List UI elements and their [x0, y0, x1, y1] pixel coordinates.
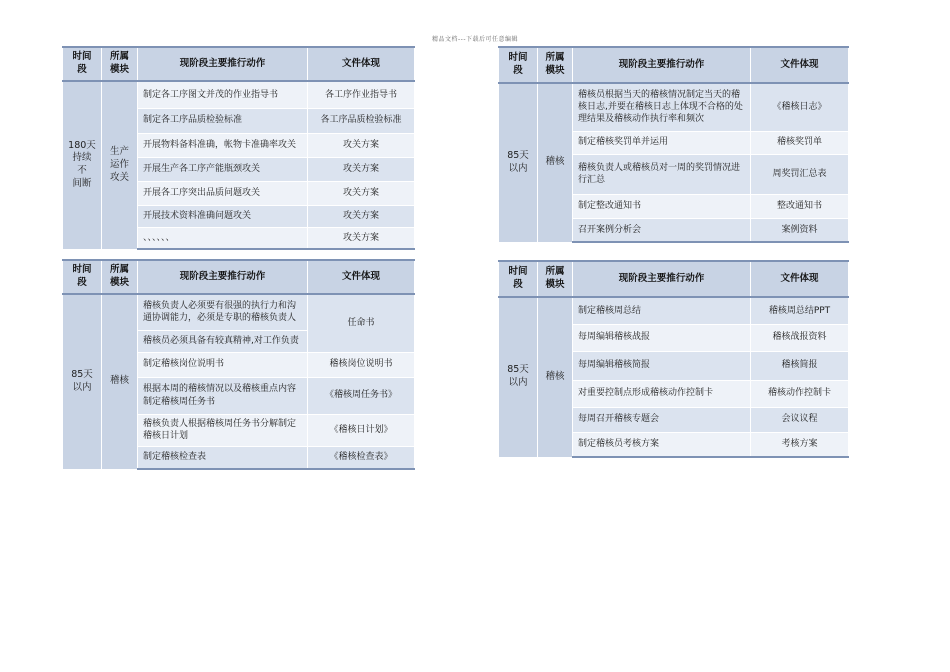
doc-cell: 各工序品质检验标准: [308, 108, 415, 133]
action-cell: 开展物料备料准确，帐物卡准确率攻关: [138, 133, 308, 157]
action-cell: 制定各工序品质检验标准: [138, 108, 308, 133]
action-cell: 制定稽核员考核方案: [573, 432, 751, 457]
plan-table-top-right: [498, 46, 849, 243]
doc-cell: 整改通知书: [751, 194, 849, 218]
doc-cell: 任命书: [308, 294, 415, 352]
header-doc: 文件体现: [308, 47, 415, 81]
doc-cell: 稽核奖罚单: [751, 131, 849, 154]
action-cell: 制定稽核奖罚单并运用: [573, 131, 751, 154]
doc-cell: 稽核岗位说明书: [308, 352, 415, 377]
header-action: 现阶段主要推行动作: [138, 47, 308, 81]
doc-cell: 《稽核周任务书》: [308, 377, 415, 414]
doc-cell: 攻关方案: [308, 157, 415, 181]
header-period: 时间段: [499, 47, 538, 83]
action-cell: 制定整改通知书: [573, 194, 751, 218]
doc-cell: 稽核周总结PPT: [751, 297, 849, 324]
action-cell: 稽核负责人或稽核员对一周的奖罚情况进行汇总: [573, 154, 751, 194]
action-cell: 开展生产各工序产能瓶颈攻关: [138, 157, 308, 181]
header-doc: 文件体现: [308, 260, 415, 294]
doc-cell: 稽核动作控制卡: [751, 380, 849, 407]
plan-table-bottom-left: [62, 259, 415, 470]
header-module: 所属 模块: [102, 260, 138, 294]
action-cell: 稽核员根据当天的稽核情况制定当天的稽核日志,并要在稽核日志上体现不合格的处理结果及稽核动作执行率和频次: [573, 83, 751, 131]
action-cell: 稽核负责人根据稽核周任务书分解制定稽核日计划: [138, 414, 308, 446]
header-action: 现阶段主要推行动作: [138, 260, 308, 294]
watermark: 精品文档---下载后可任意编辑: [432, 36, 518, 43]
doc-cell: 案例资料: [751, 218, 849, 242]
action-cell: 对重要控制点形成稽核动作控制卡: [573, 380, 751, 407]
header-module: 所属 模块: [538, 47, 573, 83]
plan-table-top-left: [62, 46, 415, 250]
period-cell: 180天 持续不 间断: [63, 81, 102, 249]
action-cell: 根据本周的稽核情况以及稽核重点内容制定稽核周任务书: [138, 377, 308, 414]
module-cell: 稽核: [538, 83, 573, 242]
doc-cell: 各工序作业指导书: [308, 81, 415, 108]
header-period: 时间段: [63, 260, 102, 294]
table-row: [63, 81, 415, 108]
doc-cell: 《稽核日计划》: [308, 414, 415, 446]
header-period: 时间段: [499, 261, 538, 297]
doc-cell: 会议议程: [751, 407, 849, 432]
doc-cell: 稽核战报资料: [751, 324, 849, 351]
module-cell: 稽核: [538, 297, 573, 457]
table-row: [63, 294, 415, 330]
period-cell: 85天 以内: [499, 297, 538, 457]
action-cell: 每周编辑稽核简报: [573, 351, 751, 380]
action-cell: 制定稽核检查表: [138, 446, 308, 469]
action-cell: 每周编辑稽核战报: [573, 324, 751, 351]
doc-cell: 攻关方案: [308, 205, 415, 227]
period-cell: 85天 以内: [63, 294, 102, 469]
header-module: 所属 模块: [538, 261, 573, 297]
action-cell: 稽核负责人必须要有很强的执行力和沟通协调能力，必须是专职的稽核负责人: [138, 294, 308, 330]
table-row: [499, 297, 849, 324]
table-row: [499, 83, 849, 131]
doc-cell: 考核方案: [751, 432, 849, 457]
header-action: 现阶段主要推行动作: [573, 261, 751, 297]
header-module: 所属 模块: [102, 47, 138, 81]
module-cell: 稽核: [102, 294, 138, 469]
doc-cell: 攻关方案: [308, 133, 415, 157]
header-period: 时间段: [63, 47, 102, 81]
period-cell: 85天 以内: [499, 83, 538, 242]
module-cell: 生产 运作 攻关: [102, 81, 138, 249]
header-doc: 文件体现: [751, 261, 849, 297]
doc-cell: 《稽核日志》: [751, 83, 849, 131]
doc-cell: 周奖罚汇总表: [751, 154, 849, 194]
doc-cell: 攻关方案: [308, 181, 415, 205]
header-action: 现阶段主要推行动作: [573, 47, 751, 83]
action-cell: 制定稽核周总结: [573, 297, 751, 324]
action-cell: 每周召开稽核专题会: [573, 407, 751, 432]
action-cell: 开展技术资料准确问题攻关: [138, 205, 308, 227]
header-doc: 文件体现: [751, 47, 849, 83]
doc-cell: 《稽核检查表》: [308, 446, 415, 469]
action-cell: 稽核员必须具备有较真精神,对工作负责: [138, 330, 308, 352]
plan-table-bottom-right: [498, 260, 849, 458]
action-cell: 、、、、、、: [138, 227, 308, 249]
action-cell: 制定稽核岗位说明书: [138, 352, 308, 377]
doc-cell: 攻关方案: [308, 227, 415, 249]
action-cell: 开展各工序突出品质问题攻关: [138, 181, 308, 205]
action-cell: 制定各工序图文并茂的作业指导书: [138, 81, 308, 108]
doc-cell: 稽核简报: [751, 351, 849, 380]
action-cell: 召开案例分析会: [573, 218, 751, 242]
